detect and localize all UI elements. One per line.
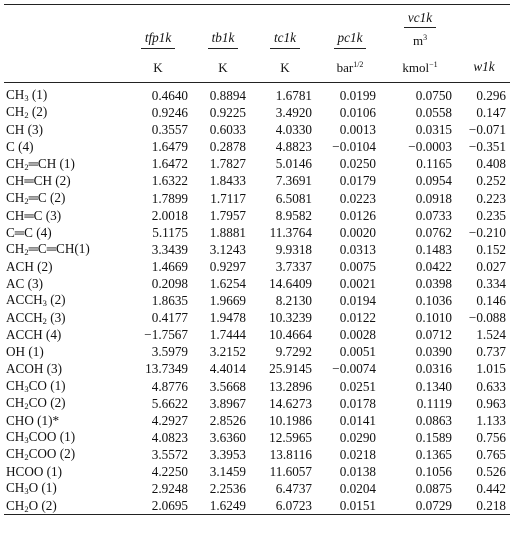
header-pc-unit: bar$^{1/2}$	[318, 52, 382, 83]
pc-value-cell: 0.0223	[339, 190, 376, 206]
header-tfp-unit: K	[122, 52, 194, 83]
table-row	[4, 378, 510, 395]
table-row	[4, 292, 510, 309]
pc-value-cell: 0.0194	[339, 293, 376, 309]
w-value-cell: 0.633	[476, 378, 506, 394]
header-vc-unit-top: $m^3$	[412, 32, 428, 48]
tfp-value-cell: 1.7899	[151, 190, 188, 206]
group-name-cell: CH (3)	[6, 122, 43, 138]
pc-value-cell: 0.0051	[339, 344, 376, 360]
tb-value-cell: 1.7827	[209, 156, 246, 172]
tb-value-cell: 1.6254	[209, 275, 246, 291]
tfp-value-cell: 2.0018	[151, 207, 188, 223]
tb-value-cell: 3.6360	[209, 429, 246, 445]
tb-value-cell: 1.9478	[209, 310, 246, 326]
group-name-cell: ACCH (4)	[6, 327, 62, 343]
tb-value-cell: 1.6249	[194, 497, 252, 515]
vc-value-cell: 0.0729	[382, 497, 458, 515]
tfp-value-cell: 2.9248	[151, 481, 188, 497]
w-value-cell: 0.146	[476, 293, 506, 309]
pc-value-cell: 0.0250	[339, 156, 376, 172]
w-value-cell: 0.252	[476, 173, 506, 189]
w-value-cell: 0.442	[476, 481, 506, 497]
tc-value-cell: 4.8823	[275, 139, 312, 155]
tfp-value-cell: 4.0823	[151, 429, 188, 445]
tc-value-cell: 8.2130	[275, 293, 312, 309]
tfp-value-cell: 13.7349	[145, 361, 188, 377]
vc-value-cell: 0.1365	[415, 446, 452, 462]
tb-value-cell: 3.3953	[209, 446, 246, 462]
group-name-cell: CH═CH (2)	[6, 173, 71, 189]
pc-value-cell: −0.0074	[332, 361, 376, 377]
w-value-cell: 0.765	[476, 446, 506, 462]
group-name-cell: $CH_3$ (1)	[6, 87, 48, 104]
tc-value-cell: 1.6781	[275, 87, 312, 103]
tb-value-cell: 3.1243	[209, 241, 246, 257]
vc-value-cell: 0.1119	[416, 395, 452, 411]
tb-value-cell: 3.2152	[209, 344, 246, 360]
header-w-symbol: w1k	[458, 52, 510, 83]
table-row	[4, 155, 510, 172]
table-row	[4, 326, 510, 343]
group-name-cell: $CH_2COO$ (2)	[6, 446, 76, 463]
pc-value-cell: 0.0028	[339, 327, 376, 343]
w-value-cell: 1.524	[476, 327, 506, 343]
tfp-value-cell: 3.5979	[151, 344, 188, 360]
tc-value-cell: 14.6273	[269, 395, 312, 411]
vc-value-cell: 0.0954	[415, 173, 452, 189]
tc-value-cell: 6.4737	[275, 481, 312, 497]
header-pc-symbol: pc1k	[318, 28, 382, 52]
tb-value-cell: 0.9225	[209, 105, 246, 121]
tfp-value-cell: 1.6479	[151, 139, 188, 155]
tc-value-cell: 11.3764	[269, 224, 312, 240]
group-name-cell: ACOH (3)	[6, 361, 63, 377]
tb-value-cell: 4.4014	[209, 361, 246, 377]
w-value-cell: 0.218	[458, 497, 510, 515]
tfp-value-cell: 2.0695	[122, 497, 194, 515]
tb-value-cell: 1.8433	[209, 173, 246, 189]
tc-value-cell: 7.3691	[275, 173, 312, 189]
tfp-value-cell: 0.9246	[151, 105, 188, 121]
vc-value-cell: 0.1340	[415, 378, 452, 394]
tfp-value-cell: 0.2098	[151, 275, 188, 291]
tfp-value-cell: 1.8635	[151, 293, 188, 309]
tc-value-cell: 13.2896	[269, 378, 312, 394]
tb-value-cell: 2.8526	[209, 412, 246, 428]
tb-value-cell: 0.6033	[209, 122, 246, 138]
group-contribution-table	[4, 4, 510, 515]
pc-value-cell: 0.0138	[339, 464, 376, 479]
pc-value-cell: 0.0313	[339, 241, 376, 257]
pc-value-cell: 0.0199	[339, 87, 376, 103]
table-row	[4, 224, 510, 241]
tb-value-cell: 1.9669	[209, 293, 246, 309]
vc-value-cell: 0.0558	[415, 105, 452, 121]
pc-value-cell: 0.0021	[339, 275, 376, 291]
group-name-cell: $CH_2═CH$ (1)	[6, 155, 75, 172]
pc-value-cell: 0.0204	[339, 481, 376, 497]
vc-value-cell: 0.0875	[415, 481, 452, 497]
tc-value-cell: 10.1986	[269, 412, 312, 428]
pc-value-cell: 0.0106	[339, 105, 376, 121]
group-name-cell: ACH (2)	[6, 258, 53, 274]
header-blank	[4, 5, 122, 29]
w-value-cell: 0.147	[476, 105, 506, 121]
tc-value-cell: 12.5965	[269, 429, 312, 445]
w-value-cell: 0.408	[476, 156, 506, 172]
group-name-cell: HCOO (1)	[6, 464, 63, 479]
table-row	[4, 104, 510, 121]
group-name-cell: $CH_2$ (2)	[6, 104, 48, 121]
w-value-cell: 0.027	[476, 258, 506, 274]
tb-value-cell: 3.1459	[209, 464, 246, 479]
table-row	[4, 463, 510, 480]
pc-value-cell: 0.0178	[339, 395, 376, 411]
tfp-value-cell: 4.2927	[151, 412, 188, 428]
vc-value-cell: 0.0390	[415, 344, 452, 360]
group-name-cell: C (4)	[6, 139, 34, 155]
group-name-cell: CH═C (3)	[6, 207, 62, 223]
table-row	[4, 497, 510, 515]
tc-value-cell: 3.4920	[275, 105, 312, 121]
tc-value-cell: 10.3239	[269, 310, 312, 326]
w-value-cell: 0.223	[476, 190, 506, 206]
header-tfp-symbol: tfp1k	[122, 28, 194, 52]
table-row	[4, 361, 510, 378]
tb-value-cell: 1.7957	[209, 207, 246, 223]
tfp-value-cell: 5.6622	[151, 395, 188, 411]
tfp-value-cell: 0.4177	[151, 310, 188, 326]
vc-value-cell: 0.0863	[415, 412, 452, 428]
table-row	[4, 121, 510, 138]
vc-value-cell: 0.1483	[415, 241, 452, 257]
header-vc-symbol: vc1k	[382, 5, 458, 29]
table-row	[4, 207, 510, 224]
vc-value-cell: 0.0315	[415, 122, 452, 138]
pc-value-cell: 0.0151	[318, 497, 382, 515]
group-name-cell: AC (3)	[6, 275, 43, 291]
header-tc-symbol: tc1k	[252, 28, 318, 52]
pc-value-cell: 0.0179	[339, 173, 376, 189]
header-tb-symbol: tb1k	[194, 28, 252, 52]
tb-value-cell: 0.2878	[209, 139, 246, 155]
tb-value-cell: 3.5668	[209, 378, 246, 394]
tc-value-cell: 14.6409	[269, 275, 312, 291]
w-value-cell: 0.235	[476, 207, 506, 223]
tc-value-cell: 8.9582	[275, 207, 312, 223]
w-value-cell: 0.152	[476, 241, 506, 257]
group-name-cell: $ACCH_3$ (2)	[6, 292, 66, 309]
header-tc-unit: K	[252, 52, 318, 83]
group-name-cell: $CH_2CO$ (2)	[6, 394, 66, 411]
table-row	[4, 395, 510, 412]
group-name-cell: $CH_3COO$ (1)	[6, 429, 76, 446]
w-value-cell: 1.133	[476, 412, 506, 428]
pc-value-cell: 0.0290	[339, 429, 376, 445]
table-row	[4, 446, 510, 463]
tfp-value-cell: 1.6472	[151, 156, 188, 172]
tfp-value-cell: 3.3439	[151, 241, 188, 257]
table-row	[4, 258, 510, 275]
group-name-cell: $CH_2═C$ (2)	[6, 189, 66, 206]
group-name-cell: $CH_3O$ (1)	[6, 480, 57, 497]
w-value-cell: 0.296	[476, 87, 506, 103]
vc-value-cell: 0.0750	[415, 87, 452, 103]
tc-value-cell: 5.0146	[275, 156, 312, 172]
tfp-value-cell: 5.1175	[152, 224, 188, 240]
w-value-cell: −0.088	[468, 310, 506, 326]
tc-value-cell: 25.9145	[269, 361, 312, 377]
w-value-cell: 0.963	[476, 395, 506, 411]
pc-value-cell: 0.0020	[339, 224, 376, 240]
vc-value-cell: 0.0712	[415, 327, 452, 343]
pc-value-cell: 0.0126	[339, 207, 376, 223]
w-value-cell: 0.756	[476, 429, 506, 445]
table-row	[4, 172, 510, 189]
w-value-cell: 1.015	[476, 361, 506, 377]
tfp-value-cell: 0.3557	[151, 122, 188, 138]
group-name-cell: $CH_2═C═CH(1)$	[6, 241, 90, 258]
tfp-value-cell: −1.7567	[144, 327, 188, 343]
table-row	[4, 343, 510, 360]
vc-value-cell: 0.0918	[415, 190, 452, 206]
table-body	[4, 87, 510, 515]
tc-value-cell: 10.4664	[269, 327, 312, 343]
group-name-cell: $CH_3CO$ (1)	[6, 377, 66, 394]
tb-value-cell: 1.8881	[209, 224, 246, 240]
table-row	[4, 190, 510, 207]
tfp-value-cell: 0.4640	[151, 87, 188, 103]
vc-value-cell: 0.0398	[415, 275, 452, 291]
table-row	[4, 241, 510, 258]
tfp-value-cell: 1.6322	[151, 173, 188, 189]
pc-value-cell: 0.0122	[339, 310, 376, 326]
table-row	[4, 480, 510, 497]
table-row	[4, 309, 510, 326]
group-name-cell: CHO (1)*	[6, 412, 60, 428]
tc-value-cell: 3.7337	[275, 258, 312, 274]
table-row	[4, 138, 510, 155]
tfp-value-cell: 3.5572	[151, 446, 188, 462]
tfp-value-cell: 1.4669	[151, 258, 188, 274]
header-vc-unit-bottom: kmol$^{-1}$	[382, 52, 458, 83]
w-value-cell: 0.737	[476, 344, 506, 360]
tc-value-cell: 9.7292	[275, 344, 312, 360]
tb-value-cell: 0.8894	[209, 87, 246, 103]
vc-value-cell: 0.1589	[415, 429, 452, 445]
w-value-cell: −0.210	[468, 224, 506, 240]
pc-value-cell: 0.0075	[339, 258, 376, 274]
pc-value-cell: 0.0013	[339, 122, 376, 138]
table-row	[4, 275, 510, 292]
tb-value-cell: 1.7444	[209, 327, 246, 343]
vc-value-cell: 0.0762	[415, 224, 452, 240]
group-name-cell: OH (1)	[6, 344, 44, 360]
vc-value-cell: −0.0003	[408, 139, 452, 155]
vc-value-cell: 0.1165	[416, 156, 452, 172]
group-name-cell: C═C (4)	[6, 224, 52, 240]
tfp-value-cell: 4.2250	[151, 464, 188, 479]
table-row	[4, 429, 510, 446]
pc-value-cell: 0.0251	[339, 378, 376, 394]
tc-value-cell: 4.0330	[275, 122, 312, 138]
tc-value-cell: 6.0723	[252, 497, 318, 515]
tc-value-cell: 9.9318	[275, 241, 312, 257]
tb-value-cell: 2.2536	[209, 481, 246, 497]
table-row	[4, 412, 510, 429]
vc-value-cell: 0.0733	[415, 207, 452, 223]
w-value-cell: −0.351	[468, 139, 506, 155]
vc-value-cell: 0.1036	[415, 293, 452, 309]
group-name-cell: $CH_2O$ (2)	[4, 497, 122, 515]
tc-value-cell: 11.6057	[269, 464, 312, 479]
tc-value-cell: 13.8116	[269, 446, 312, 462]
w-value-cell: 0.526	[476, 464, 506, 479]
tb-value-cell: 0.9297	[209, 258, 246, 274]
tfp-value-cell: 4.8776	[151, 378, 188, 394]
w-value-cell: −0.071	[468, 122, 506, 138]
vc-value-cell: 0.0316	[415, 361, 452, 377]
pc-value-cell: 0.0218	[339, 446, 376, 462]
pc-value-cell: −0.0104	[332, 139, 376, 155]
tc-value-cell: 6.5081	[275, 190, 312, 206]
tb-value-cell: 1.7117	[210, 190, 246, 206]
table-row	[4, 87, 510, 104]
header-tb-unit: K	[194, 52, 252, 83]
vc-value-cell: 0.0422	[415, 258, 452, 274]
vc-value-cell: 0.1056	[415, 464, 452, 479]
group-name-cell: $ACCH_2$ (3)	[6, 309, 66, 326]
vc-value-cell: 0.1010	[415, 310, 452, 326]
tb-value-cell: 3.8967	[209, 395, 246, 411]
pc-value-cell: 0.0141	[339, 412, 376, 428]
w-value-cell: 0.334	[476, 275, 506, 291]
